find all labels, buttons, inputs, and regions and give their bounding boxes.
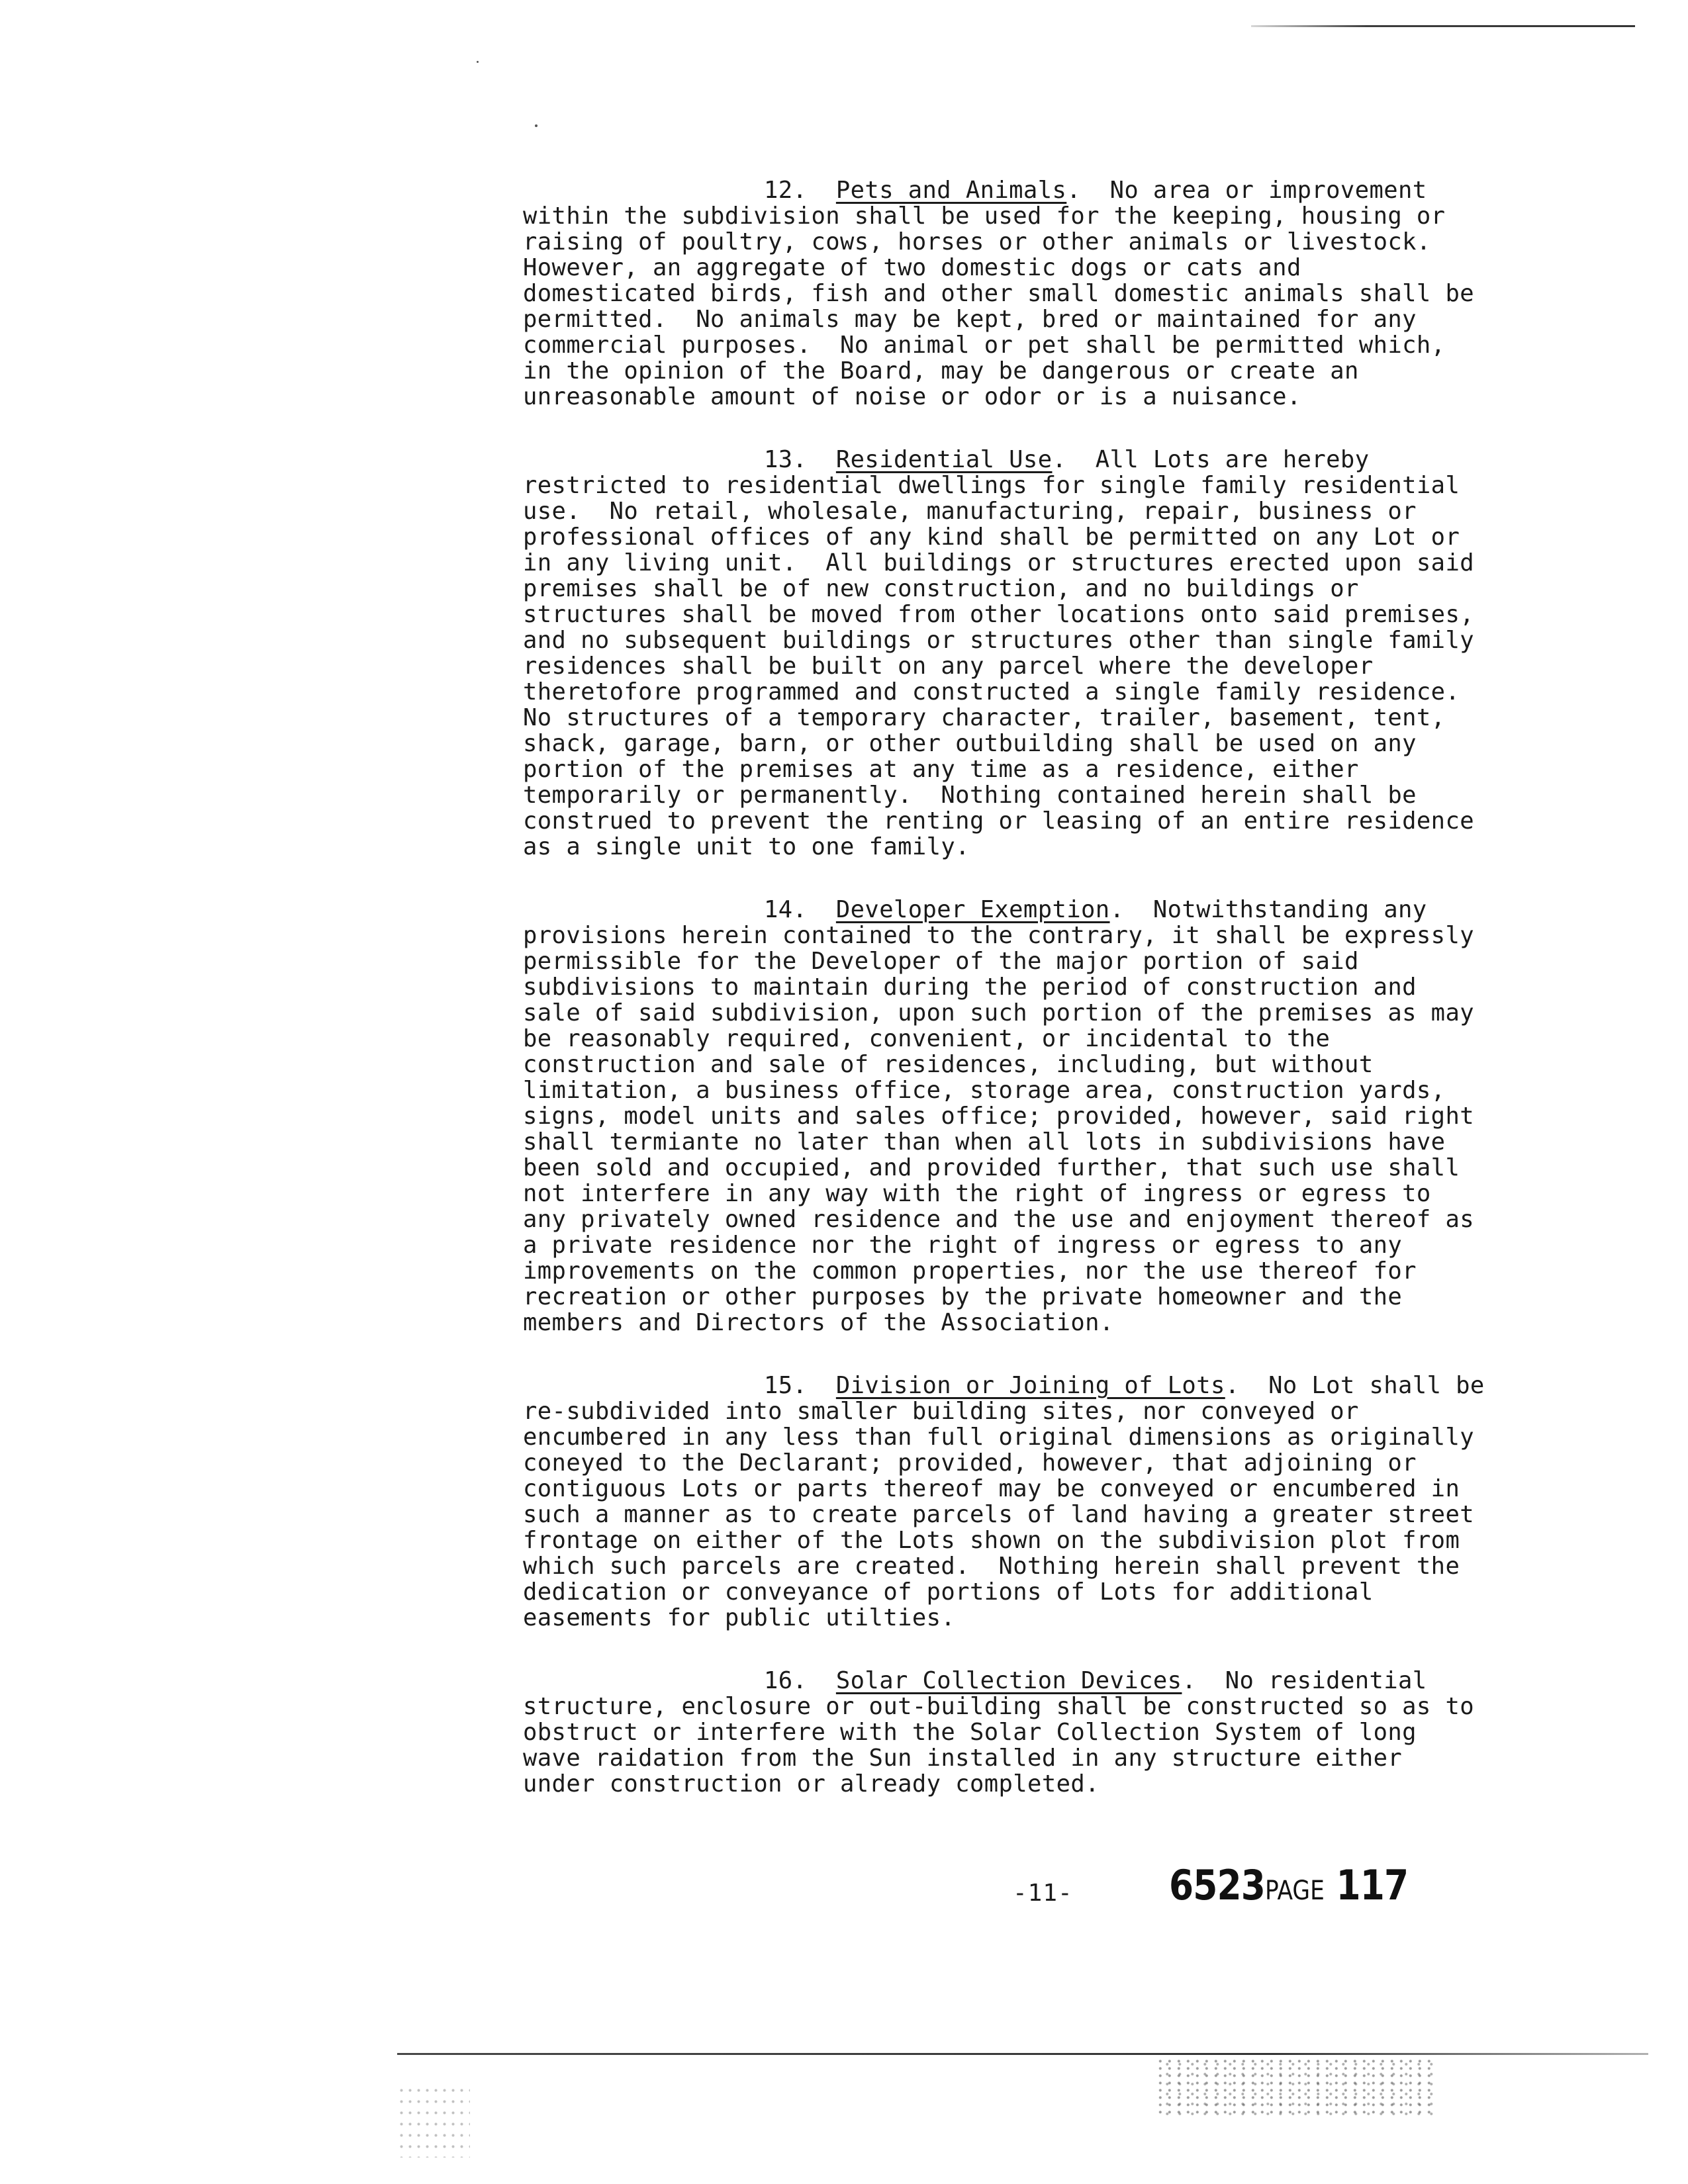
text-line: easements for public utilties. bbox=[523, 1604, 956, 1631]
section-lead-text: . All Lots are hereby bbox=[1052, 446, 1370, 473]
section-14 bbox=[523, 897, 1575, 1336]
section-lead-text: . No Lot shall be bbox=[1225, 1372, 1485, 1399]
text-line: However, an aggregate of two domestic dogs or cats and bbox=[523, 254, 1301, 281]
text-line: improvements on the common properties, nor the use thereof for bbox=[523, 1257, 1417, 1285]
text-line: permitted. No animals may be kept, bred or maintained for any bbox=[523, 306, 1417, 333]
section-number: 13. bbox=[764, 446, 808, 473]
section-heading: Division or Joining of Lots bbox=[835, 1372, 1225, 1399]
page-label: PAGE bbox=[1264, 1876, 1325, 1906]
section-number: 16. bbox=[764, 1667, 808, 1694]
top-scan-rule bbox=[1251, 25, 1635, 27]
text-line: signs, model units and sales office; provided, however, said right bbox=[523, 1103, 1475, 1130]
document-body bbox=[523, 177, 1575, 1834]
text-line: which such parcels are created. Nothing herein shall prevent the bbox=[523, 1553, 1460, 1580]
scan-speck bbox=[477, 61, 479, 63]
book-number: 6523 bbox=[1169, 1861, 1265, 1909]
scan-speck bbox=[535, 124, 538, 127]
text-line: been sold and occupied, and provided further, that such use shall bbox=[523, 1154, 1460, 1181]
section-first-line bbox=[523, 447, 1575, 473]
section-15 bbox=[523, 1373, 1575, 1631]
section-number: 12. bbox=[764, 177, 808, 204]
text-line: temporarily or permanently. Nothing contained herein shall be bbox=[523, 782, 1417, 809]
text-line: recreation or other purposes by the private homeowner and the bbox=[523, 1283, 1403, 1310]
text-line: construed to prevent the renting or leasing of an entire residence bbox=[523, 807, 1475, 835]
text-line: in the opinion of the Board, may be dangerous or create an bbox=[523, 357, 1359, 385]
scan-noise bbox=[397, 2085, 470, 2158]
section-heading: Developer Exemption bbox=[835, 896, 1110, 923]
section-heading: Pets and Animals bbox=[835, 177, 1067, 204]
text-line: shall termiante no later than when all lots in subdivisions have bbox=[523, 1128, 1446, 1156]
section-lead-text: . No area or improvement bbox=[1066, 177, 1427, 204]
text-line: not interfere in any way with the right of ingress or egress to bbox=[523, 1180, 1431, 1207]
text-line: structure, enclosure or out-building shall be constructed so as to bbox=[523, 1693, 1475, 1720]
text-line: contiguous Lots or parts thereof may be conveyed or encumbered in bbox=[523, 1475, 1460, 1502]
text-line: permissible for the Developer of the major portion of said bbox=[523, 948, 1359, 975]
section-number: 15. bbox=[764, 1372, 808, 1399]
text-line: be reasonably required, convenient, or incidental to the bbox=[523, 1025, 1331, 1052]
text-line: under construction or already completed. bbox=[523, 1770, 1100, 1797]
section-first-line bbox=[523, 1373, 1575, 1398]
text-line: professional offices of any kind shall be permitted on any Lot or bbox=[523, 523, 1460, 551]
section-heading: Solar Collection Devices bbox=[835, 1667, 1182, 1694]
section-first-line bbox=[523, 897, 1575, 923]
text-line: use. No retail, wholesale, manufacturing, repair, business or bbox=[523, 498, 1417, 525]
text-line: within the subdivision shall be used for the keeping, housing or bbox=[523, 203, 1446, 230]
section-number: 14. bbox=[764, 896, 808, 923]
page-footer bbox=[1013, 1860, 1476, 1913]
bottom-scan-rule bbox=[397, 2053, 1648, 2055]
book-page-stamp bbox=[1169, 1861, 1408, 1909]
text-line: and no subsequent buildings or structures other than single family bbox=[523, 627, 1475, 654]
text-line: domesticated birds, fish and other small domestic animals shall be bbox=[523, 280, 1475, 307]
section-lead-text: . No residential bbox=[1182, 1667, 1427, 1694]
section-first-line bbox=[523, 177, 1575, 203]
text-line: wave raidation from the Sun installed in any structure either bbox=[523, 1745, 1403, 1772]
text-line: a private residence nor the right of ingress or egress to any bbox=[523, 1232, 1403, 1259]
text-line: portion of the premises at any time as a residence, either bbox=[523, 756, 1359, 783]
text-line: any privately owned residence and the use and enjoyment thereof as bbox=[523, 1206, 1475, 1233]
text-line: construction and sale of residences, including, but without bbox=[523, 1051, 1374, 1078]
text-line: re-subdivided into smaller building sites, nor conveyed or bbox=[523, 1398, 1359, 1425]
section-lead-text: . Notwithstanding any bbox=[1109, 896, 1427, 923]
scan-noise bbox=[1158, 2058, 1436, 2118]
text-line: No structures of a temporary character, trailer, basement, tent, bbox=[523, 704, 1446, 731]
section-13 bbox=[523, 447, 1575, 860]
book-page-number: 117 bbox=[1336, 1861, 1409, 1909]
text-line: dedication or conveyance of portions of Lots for additional bbox=[523, 1578, 1374, 1606]
text-line: theretofore programmed and constructed a single family residence. bbox=[523, 678, 1460, 705]
text-line: sale of said subdivision, upon such portion of the premises as may bbox=[523, 999, 1475, 1026]
text-line: obstruct or interfere with the Solar Collection System of long bbox=[523, 1719, 1417, 1746]
text-line: restricted to residential dwellings for single family residential bbox=[523, 472, 1460, 499]
text-line: shack, garage, barn, or other outbuilding shall be used on any bbox=[523, 730, 1417, 757]
text-line: commercial purposes. No animal or pet shall be permitted which, bbox=[523, 332, 1446, 359]
text-line: frontage on either of the Lots shown on the subdivision plot from bbox=[523, 1527, 1460, 1554]
section-12 bbox=[523, 177, 1575, 410]
text-line: coneyed to the Declarant; provided, however, that adjoining or bbox=[523, 1449, 1417, 1477]
text-line: encumbered in any less than full original dimensions as originally bbox=[523, 1424, 1475, 1451]
text-line: subdivisions to maintain during the period of construction and bbox=[523, 974, 1417, 1001]
text-line: such a manner as to create parcels of land having a greater street bbox=[523, 1501, 1475, 1528]
text-line: unreasonable amount of noise or odor or is a nuisance. bbox=[523, 383, 1301, 410]
text-line: raising of poultry, cows, horses or other animals or livestock. bbox=[523, 228, 1431, 255]
text-line: structures shall be moved from other locations onto said premises, bbox=[523, 601, 1475, 628]
text-line: provisions herein contained to the contrary, it shall be expressly bbox=[523, 922, 1475, 949]
section-16 bbox=[523, 1668, 1575, 1797]
page-number: -11- bbox=[1013, 1880, 1073, 1907]
text-line: premises shall be of new construction, and no buildings or bbox=[523, 575, 1359, 602]
text-line: residences shall be built on any parcel where the developer bbox=[523, 653, 1374, 680]
text-line: as a single unit to one family. bbox=[523, 833, 970, 860]
text-line: in any living unit. All buildings or structures erected upon said bbox=[523, 549, 1475, 576]
section-first-line bbox=[523, 1668, 1575, 1694]
text-line: limitation, a business office, storage area, construction yards, bbox=[523, 1077, 1446, 1104]
text-line: members and Directors of the Association. bbox=[523, 1309, 1114, 1336]
section-heading: Residential Use bbox=[835, 446, 1053, 473]
